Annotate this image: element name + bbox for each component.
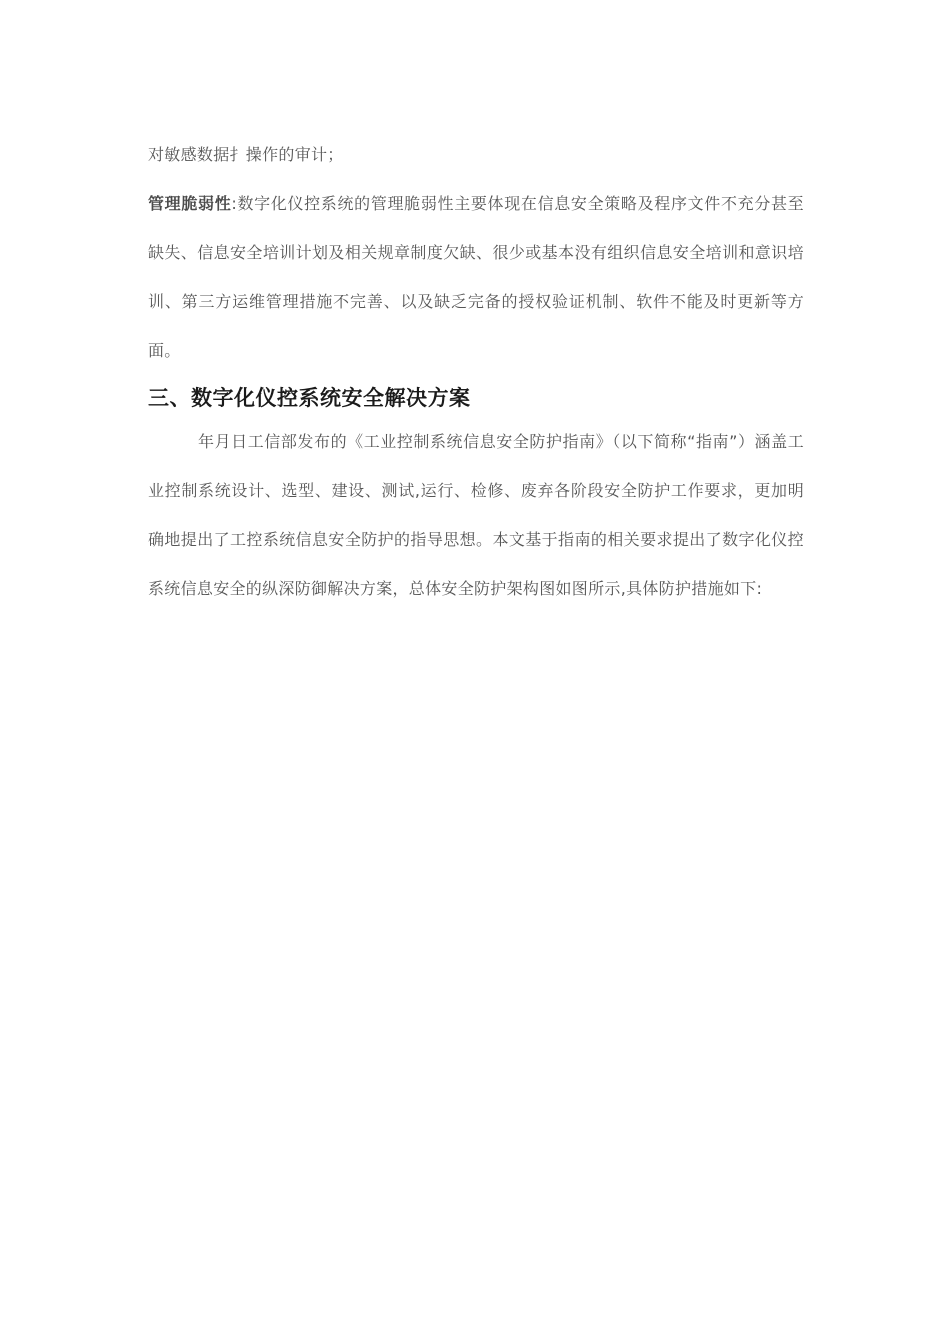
paragraph-management-vulnerability: [148, 179, 804, 375]
management-vulnerability-text: :数字化仪控系统的管理脆弱性主要体现在信息安全策略及程序文件不充分甚至缺失、信息安全培训计划及相关规章制度欠缺、很少或基本没有组织信息安全培训和意识培训、第三方运维管理措施不完善、以及缺乏完备的授权验证机制、软件不能及时更新等方面。: [148, 194, 804, 360]
paragraph-solution-intro: 年月日工信部发布的《工业控制系统信息安全防护指南》（以下简称“指南”）涵盖工业控制系统设计、选型、建设、测试,运行、检修、废弃各阶段安全防护工作要求，更加明确地提出了工控系统信息安全防护的指导思想。本文基于指南的相关要求提出了数字化仪控系统信息安全的纵深防御解决方案，总体安全防护架构图如图所示,具体防护措施如下:: [148, 432, 804, 598]
paragraph-audit-fragment: 对敏感数据扌操作的审计；: [148, 145, 344, 164]
section-heading: 三、数字化仪控系统安全解决方案: [148, 386, 471, 410]
term-management-vulnerability: 管理脆弱性: [148, 194, 232, 213]
document-content: [148, 140, 804, 613]
